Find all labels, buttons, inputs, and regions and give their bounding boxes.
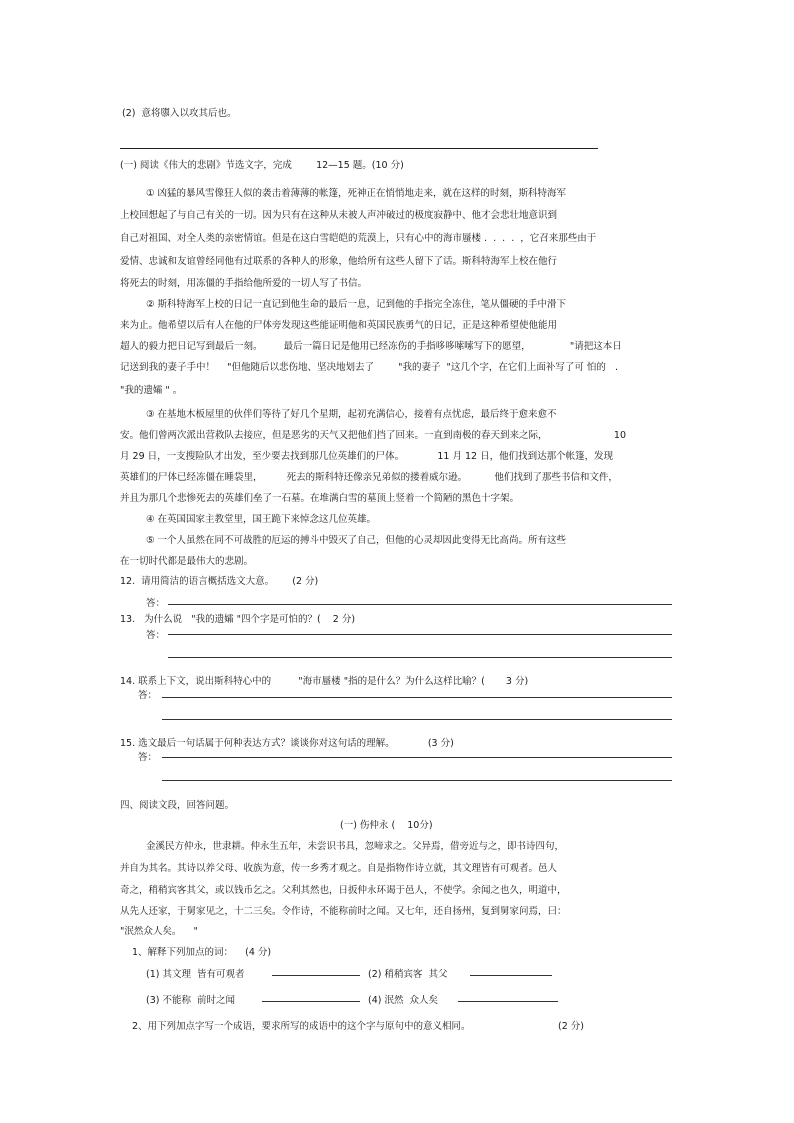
- answer-line[interactable]: [262, 1001, 360, 1002]
- passage-line: "我的遗孀 " 。: [120, 385, 183, 396]
- answer-line[interactable]: [168, 657, 672, 658]
- passage-line: 英雄们的尸体已经冻僵在睡袋里， 死去的斯科特还像亲兄弟似的搂着威尔逊。 他们找到了那些书信和文件，: [120, 472, 618, 483]
- vocab-item: (4) 泯然 众人矣: [368, 995, 439, 1006]
- section-divider: [120, 148, 598, 149]
- section-heading: 四、阅读文段，回答问题。: [120, 800, 235, 811]
- passage-line: 超人的毅力把日记写到最后一刻。 最后一篇日记是他用已经冻伤的手指哆哆嗦嗦写下的愿望， "请把这本日: [120, 341, 622, 352]
- passage-line: ② 斯科特海军上校的日记一直记到他生命的最后一息，记到他的手指完全冻住，笔从僵硬的手中滑下: [146, 299, 567, 310]
- answer-line[interactable]: [162, 697, 672, 698]
- vocab-item: (3) 不能称 前时之闻: [146, 995, 236, 1006]
- vocab-item: (1) 其文理 皆有可观者: [146, 969, 245, 980]
- answer-label: 答：: [146, 598, 166, 609]
- question-item-2: (2) 意将隳入以攻其后也。: [122, 108, 237, 119]
- question-13: 13. 为什么说 "我的遗孀 "四个字是可怕的？( 2 分): [120, 614, 356, 625]
- passage-line: 安。他们曾两次派出营救队去接应，但是恶劣的天气又把他们挡了回来。一直到南极的春天到来之际， 10: [120, 430, 627, 441]
- answer-line[interactable]: [162, 719, 672, 720]
- passage-line: 记送到我的妻子手中！ "但他随后以悲伤地、坚决地划去了 "我的妻子 "这几个字，在它们上面补写了可 怕的 .: [120, 362, 618, 373]
- passage-line: 并且为那几个悲惨死去的英雄们垒了一石墓。在堆满白雪的墓顶上竖着一个简陋的黑色十字架。: [120, 493, 520, 504]
- passage-line: 上校回想起了与自己有关的一切。因为只有在这种从未被人声冲破过的极度寂静中、他才会悲壮地意识到: [120, 210, 558, 221]
- question-12: 12. 请用简洁的语言概括选文大意。 (2 分): [120, 576, 319, 587]
- passage-line: "泯然众人矣。 ": [120, 926, 198, 937]
- question-1: 1、解释下列加点的词： (4 分): [132, 947, 272, 958]
- question-14: 14. 联系上下文，说出斯科特心中的 "海市蜃楼 "指的是什么？为什么这样比喻？( 3 分): [120, 676, 529, 687]
- answer-line[interactable]: [272, 975, 360, 976]
- passage-line: ④ 在英国国家主教堂里，国王跪下来悼念这几位英雄。: [146, 514, 377, 525]
- answer-label: 答：: [138, 690, 158, 701]
- passage-line: 爱情、忠诚和友谊曾经同他有过联系的各种人的形象，他给所有这些人留下了话。斯科特海军上校在他行: [120, 256, 558, 267]
- answer-line[interactable]: [162, 780, 672, 781]
- passage-line: ③ 在基地木板屋里的伙伴们等待了好几个星期，起初充满信心，接着有点忧虑，最后终于愈来愈不: [146, 409, 557, 420]
- passage-line: 金溪民方仲永，世隶耕。仲永生五年，未尝识书具，忽啼求之。父异焉，借旁近与之，即书诗四句，: [146, 841, 565, 852]
- passage-line: 来为止。他希望以后有人在他的尸体旁发现这些能证明他和英国民族勇气的日记，正是这种希望使他能用: [120, 320, 558, 331]
- answer-line[interactable]: [470, 975, 552, 976]
- passage-line: 月 29 日，一支搜险队才出发，至少要去找到那几位英雄们的尸体。 11 月 12 日，他们找到达那个帐篷，发现: [120, 451, 614, 462]
- passage-line: ① 凶猛的暴风雪像狂人似的袭击着薄薄的帐篷，死神正在悄悄地走来，就在这样的时刻，斯科特海军: [146, 188, 567, 199]
- answer-label: 答：: [146, 630, 166, 641]
- passage-line: 奇之，稍稍宾客其父，或以钱币乞之。父利其然也，日扳仲永环谒于邑人，不使学。余闻之也久，明道中，: [120, 885, 567, 896]
- passage-line: 将死去的时刻，用冻僵的手指给他所爱的一切人写了书信。: [120, 278, 368, 289]
- question-2: 2、用下列加点字写一个成语，要求所写的成语中的这个字与原句中的意义相同。: [132, 1021, 471, 1032]
- answer-line[interactable]: [458, 1001, 558, 1002]
- question-15: 15. 选文最后一句话属于何种表达方式？谈谈你对这句话的理解。 (3 分): [120, 738, 454, 749]
- passage-line: ⑤ 一个人虽然在同不可战胜的厄运的搏斗中毁灭了自己，但他的心灵却因此变得无比高尚。所有这些: [146, 535, 567, 546]
- passage-line: 在一切时代都是最伟大的悲剧。: [120, 556, 254, 567]
- answer-line[interactable]: [168, 634, 672, 635]
- passage-line: 自己对祖国、对全人类的亲密情谊。但是在这白雪皑皑的荒漠上，只有心中的海市蜃楼 . . . . ，它召来那些由于: [120, 233, 597, 244]
- answer-line[interactable]: [162, 757, 672, 758]
- answer-label: 答：: [138, 752, 158, 763]
- passage-title: (一) 伤仲永 ( 10分): [340, 820, 433, 831]
- question-score: (2 分): [558, 1021, 584, 1032]
- passage-line: 并自为其名。其诗以养父母、收族为意，传一乡秀才观之。自是指物作诗立就，其文理皆有可观者。邑人: [120, 863, 558, 874]
- section-heading: (一) 阅读《伟大的悲剧》节选文字，完成 12—15 题。(10 分): [120, 160, 404, 171]
- passage-line: 从先人还家，于舅家见之，十二三矣。令作诗，不能称前时之闻。又七年，还自扬州，复到舅家问焉，曰：: [120, 906, 567, 917]
- vocab-item: (2) 稍稍宾客 其父: [368, 969, 448, 980]
- answer-line[interactable]: [168, 604, 672, 605]
